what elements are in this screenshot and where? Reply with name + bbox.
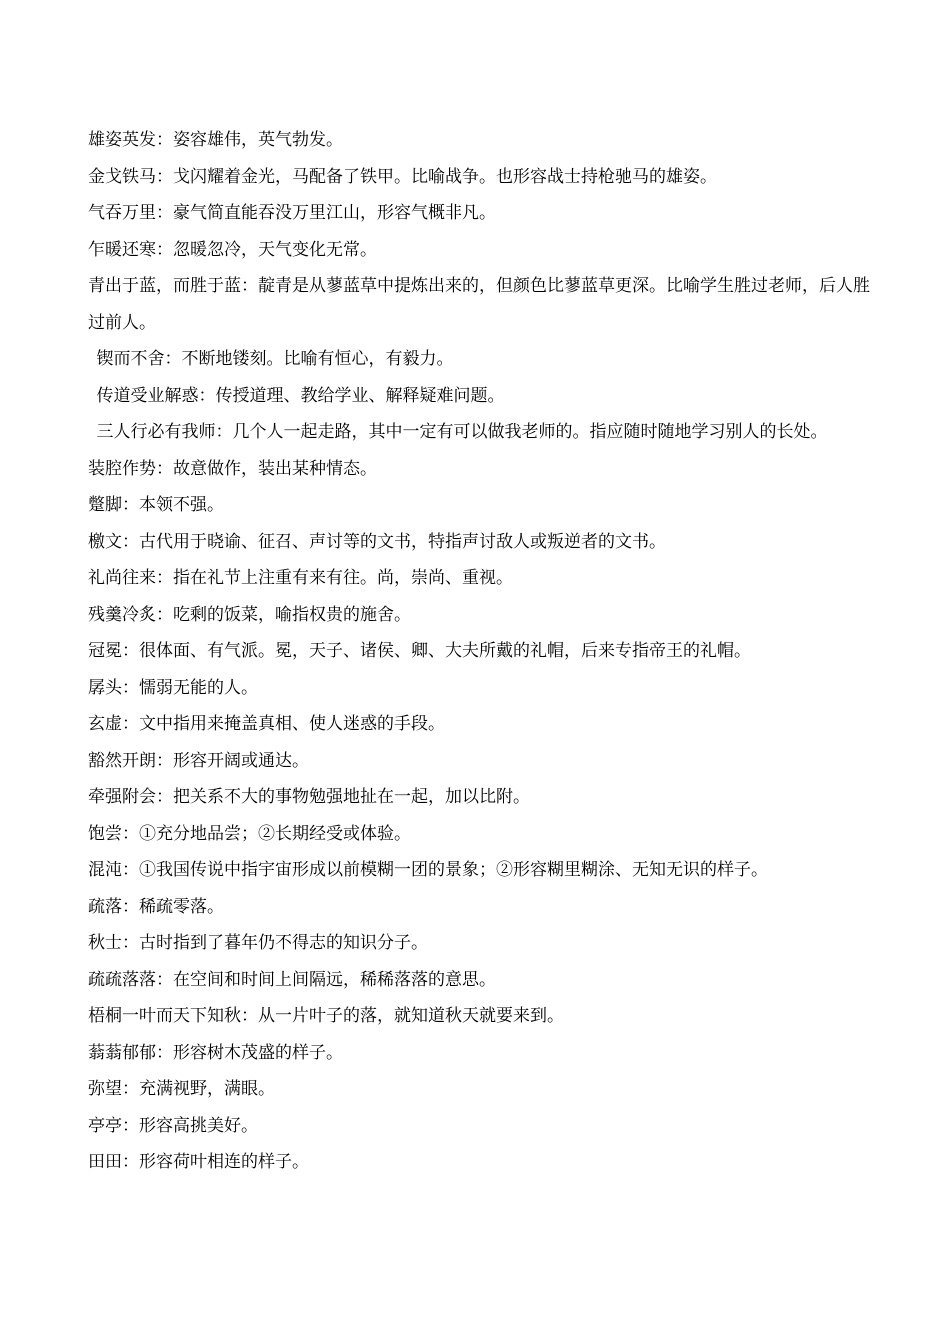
vocabulary-entry: 亭亭：形容高挑美好。 xyxy=(88,1115,258,1136)
vocabulary-entry: 残羹冷炙：吃剩的饭菜，喻指权贵的施舍。 xyxy=(88,604,411,625)
vocabulary-entry: 金戈铁马：戈闪耀着金光，马配备了铁甲。比喻战争。也形容战士持枪驰马的雄姿。 xyxy=(88,166,717,187)
vocabulary-entry: 蓊蓊郁郁：形容树木茂盛的样子。 xyxy=(88,1042,343,1063)
vocabulary-entry: 三人行必有我师：几个人一起走路，其中一定有可以做我老师的。指应随时随地学习别人的长处。 xyxy=(96,422,828,442)
vocabulary-entry: 豁然开朗：形容开阔或通达。 xyxy=(88,750,309,771)
vocabulary-entry: 混沌：①我国传说中指宇宙形成以前模糊一团的景象；②形容糊里糊涂、无知无识的样子。 xyxy=(88,860,768,880)
vocabulary-entry: 蹩脚：本领不强。 xyxy=(88,495,224,515)
vocabulary-entry: 饱尝：①充分地品尝；②长期经受或体验。 xyxy=(88,823,411,844)
vocabulary-entry: 檄文：古代用于晓谕、征召、声讨等的文书，特指声讨敌人或叛逆者的文书。 xyxy=(88,531,666,552)
vocabulary-entry: 冠冕：很体面、有气派。冕，天子、诸侯、卿、大夫所戴的礼帽，后来专指帝王的礼帽。 xyxy=(88,641,751,661)
vocabulary-entry: 梧桐一叶而天下知秋：从一片叶子的落，就知道秋天就要来到。 xyxy=(88,1006,564,1026)
vocabulary-entry: 锲而不舍：不断地镂刻。比喻有恒心，有毅力。 xyxy=(96,349,454,369)
vocabulary-entry: 气吞万里：豪气简直能吞没万里江山，形容气概非凡。 xyxy=(88,203,496,223)
vocabulary-entry: 孱头：懦弱无能的人。 xyxy=(88,677,258,698)
vocabulary-entry: 疏落：稀疏零落。 xyxy=(88,896,224,917)
vocabulary-list xyxy=(88,122,878,1181)
vocabulary-entry: 弥望：充满视野，满眼。 xyxy=(88,1079,275,1099)
vocabulary-entry: 疏疏落落：在空间和时间上间隔远，稀稀落落的意思。 xyxy=(88,969,496,990)
vocabulary-entry: 青出于蓝，而胜于蓝：靛青是从蓼蓝草中提炼出来的，但颜色比蓼蓝草更深。比喻学生胜过老师，后人胜过前人。 xyxy=(88,276,870,333)
vocabulary-entry: 田田：形容荷叶相连的样子。 xyxy=(88,1152,309,1172)
vocabulary-entry: 玄虚：文中指用来掩盖真相、使人迷惑的手段。 xyxy=(88,714,445,734)
vocabulary-entry: 乍暖还寒：忽暖忽冷，天气变化无常。 xyxy=(88,239,377,260)
vocabulary-entry: 雄姿英发：姿容雄伟，英气勃发。 xyxy=(88,130,343,150)
vocabulary-entry: 秋士：古时指到了暮年仍不得志的知识分子。 xyxy=(88,933,428,953)
vocabulary-entry: 传道受业解惑：传授道理、教给学业、解释疑难问题。 xyxy=(96,385,505,406)
vocabulary-entry: 装腔作势：故意做作，装出某种情态。 xyxy=(88,458,377,479)
vocabulary-entry: 礼尚往来：指在礼节上注重有来有往。尚，崇尚、重视。 xyxy=(88,568,513,588)
vocabulary-entry: 牵强附会：把关系不大的事物勉强地扯在一起，加以比附。 xyxy=(88,787,530,807)
